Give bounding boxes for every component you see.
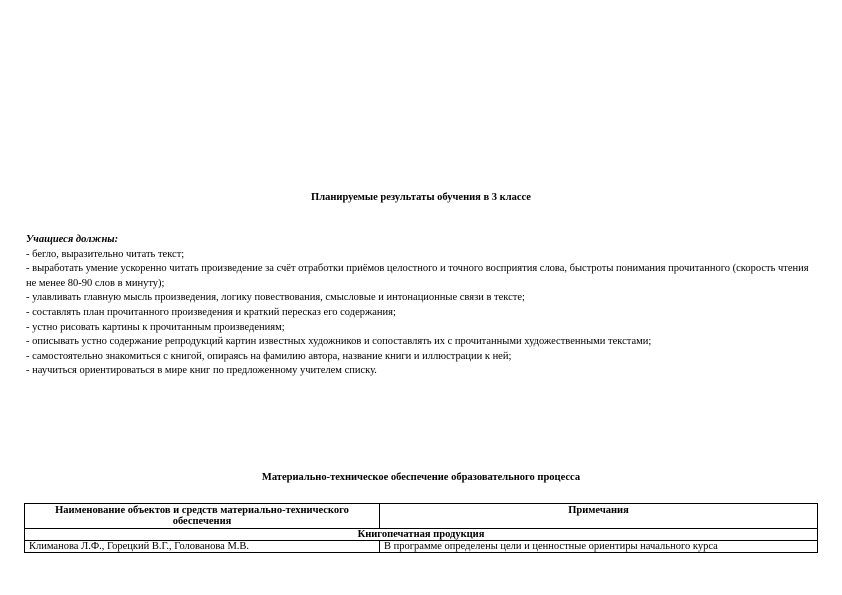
table-row bbox=[25, 541, 818, 553]
row-note-cell: В программе определены цели и ценностные ориентиры начального курса bbox=[380, 541, 818, 553]
materials-table bbox=[24, 503, 818, 553]
learning-outcomes bbox=[26, 233, 816, 379]
row-name-cell: Климанова Л.Ф., Горецкий В.Г., Голованова М.В. bbox=[25, 541, 380, 553]
outcome-item: - выработать умение ускоренно читать произведение за счёт отработки приёмов целостного и точного восприятия слова, быстроты понимания прочитанного (скорость чтения не менее 80-90 слов в минуту); bbox=[26, 263, 812, 289]
column-header-name: Наименование объектов и средств материально-технического обеспечения bbox=[25, 504, 380, 529]
table-header-row bbox=[25, 504, 818, 529]
outcome-item: - бегло, выразительно читать текст; bbox=[26, 248, 185, 260]
outcome-item: - составлять план прочитанного произведения и краткий пересказ его содержания; bbox=[26, 306, 396, 318]
materials-title: Материально-техническое обеспечение образовательного процесса bbox=[261, 472, 581, 483]
outcome-item: - научиться ориентироваться в мире книг по предложенному учителем списку. bbox=[26, 365, 377, 377]
outcome-item: - устно рисовать картины к прочитанным произведениям; bbox=[26, 321, 285, 333]
column-header-notes: Примечания bbox=[380, 504, 818, 529]
students-heading: Учащиеся должны: bbox=[26, 234, 119, 245]
outcome-item: - самостоятельно знакомиться с книгой, опираясь на фамилию автора, название книги и иллюстрации к ней; bbox=[26, 350, 512, 362]
section-label: Книгопечатная продукция bbox=[25, 529, 818, 541]
table-section-row bbox=[25, 529, 818, 541]
page-title: Планируемые результаты обучения в 3 классе bbox=[311, 192, 531, 203]
outcome-item: - описывать устно содержание репродукций картин известных художников и сопоставлять их с прочитанными художественными текстами; bbox=[26, 336, 652, 348]
outcome-item: - улавливать главную мысль произведения, логику повествования, смысловые и интонационные связи в тексте; bbox=[26, 292, 525, 304]
